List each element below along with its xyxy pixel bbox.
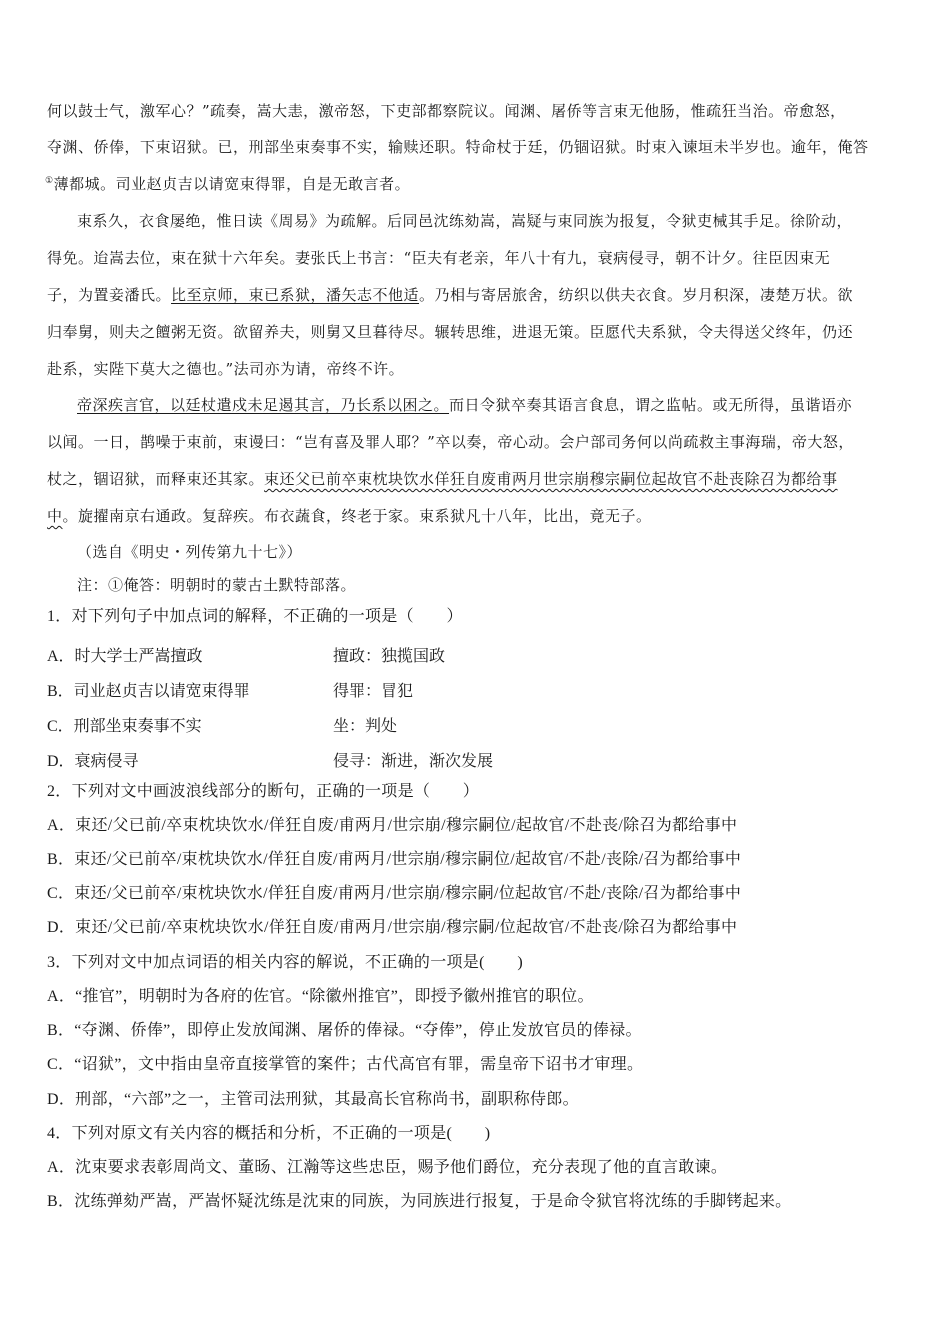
passage-text: 束系久，衣食屡绝，惟日读《周易》为疏解。后同邑沈练劾嵩，嵩疑与束同族为报复，令狱吏械其手足。徐阶动， bbox=[77, 212, 853, 230]
question-1-stem: 1．对下列句子中加点词的解释，不正确的一项是（ ） bbox=[47, 608, 463, 625]
paragraph-start bbox=[77, 214, 937, 229]
source-citation: （选自《明史・列传第九十七》） bbox=[77, 543, 303, 561]
q2-option-d[interactable]: D．束还/父已前/卒束枕块饮水/佯狂自废/甫两月/世宗崩/穆宗嗣/位起故官/不赴丧/除召为都给事中 bbox=[47, 919, 738, 936]
footnote: 注：①俺答：明朝时的蒙古土默特部落。 bbox=[77, 576, 357, 594]
passage-text: 杖之，锢诏狱，而释束还其家。 bbox=[47, 470, 265, 488]
passage-text: 以闻。一日，鹊噪于束前，束谩曰：“岂有喜及罪人耶？”卒以奏，帝心动。会户部司务何以尚疏救主事海瑞，帝大怒， bbox=[47, 433, 854, 451]
passage-text: 。旋擢南京右通政。复辞疾。布衣蔬食，终老于家。束系狱凡十八年，比出，竟无子。 bbox=[62, 507, 652, 525]
passage-text: 子，为置妾潘氏。 bbox=[47, 286, 172, 304]
q1-option-a-gloss: 擅政：独揽国政 bbox=[333, 648, 446, 665]
q1-option-c[interactable]: C．刑部坐束奏事不实 bbox=[47, 718, 202, 735]
q1-option-b-gloss: 得罪：冒犯 bbox=[333, 683, 414, 700]
q1-option-c-gloss: 坐：判处 bbox=[333, 718, 398, 735]
q1-option-b[interactable]: B．司业赵贞吉以请宽束得罪 bbox=[47, 683, 250, 700]
passage-text: 赴系，实陛下莫大之德也。”法司亦为请，帝终不许。 bbox=[47, 360, 405, 378]
paragraph-start bbox=[77, 398, 937, 413]
underlined-sentence: 帝深疾言官，以廷杖遣戍未足遏其言，乃长系以困之。 bbox=[77, 396, 450, 414]
passage-text: 。乃相与寄居旅舍，纺织以供夫衣食。岁月积深，凄楚万状。欲 bbox=[419, 286, 854, 304]
passage-text: 得免。迨嵩去位，束在狱十六年矣。妻张氏上书言：“臣夫有老亲，年八十有九，衰病侵寻，朝不计夕。往臣因束无 bbox=[47, 249, 831, 267]
wavy-underlined-text: 束还父已前卒束枕块饮水佯狂自废甫两月世宗崩穆宗嗣位起故官不赴丧除召为都给事 bbox=[264, 470, 838, 488]
passage-line bbox=[47, 472, 907, 487]
q4-option-b[interactable]: B．沈练弹劾严嵩，严嵩怀疑沈练是沈束的同族，为同族进行报复，于是命令狱官将沈练的手脚铐起来。 bbox=[47, 1193, 792, 1210]
q1-option-d[interactable]: D．衰病侵寻 bbox=[47, 753, 139, 770]
passage-line bbox=[47, 288, 907, 303]
q4-option-a[interactable]: A．沈束要求表彰周尚文、董旸、江瀚等这些忠臣，赐予他们爵位，充分表现了他的直言敢谏。 bbox=[47, 1159, 728, 1176]
q1-option-a[interactable]: A．时大学士严嵩擅政 bbox=[47, 648, 203, 665]
q2-option-a[interactable]: A．束还/父已前/卒束枕块饮水/佯狂自废/甫两月/世宗崩/穆宗嗣位/起故官/不赴丧/除召为都给事中 bbox=[47, 817, 738, 834]
passage-line bbox=[45, 177, 905, 192]
passage-text: 而日令狱卒奏其语言食息，谓之监帖。或无所得，虽谐语亦 bbox=[449, 396, 853, 414]
passage-line bbox=[47, 104, 907, 119]
q3-option-d[interactable]: D．刑部，“六部”之一，主管司法刑狱，其最高长官称尚书，副职称侍郎。 bbox=[47, 1091, 579, 1108]
passage-line bbox=[47, 251, 907, 266]
passage-line bbox=[47, 435, 907, 450]
passage-line bbox=[47, 362, 907, 377]
passage-line bbox=[47, 140, 907, 155]
q2-option-b[interactable]: B．束还/父已前卒/束枕块饮水/佯狂自废/甫两月/世宗崩/穆宗嗣位/起故官/不赴/丧除/召为都给事中 bbox=[47, 851, 742, 868]
question-2-stem: 2．下列对文中画波浪线部分的断句，正确的一项是（ ） bbox=[47, 783, 480, 800]
underlined-sentence: 比至京师，束已系狱，潘矢志不他适 bbox=[171, 286, 420, 304]
wavy-underlined-text: 中 bbox=[47, 507, 63, 525]
passage-line bbox=[47, 509, 907, 524]
q3-option-c[interactable]: C．“诏狱”，文中指由皇帝直接掌管的案件；古代高官有罪，需皇帝下诏书才审理。 bbox=[47, 1056, 644, 1073]
passage-text: 归奉舅，则夫之饘粥无资。欲留养夫，则舅又旦暮待尽。辗转思维，进退无策。臣愿代夫系狱，令夫得送父终年，仍还 bbox=[47, 323, 854, 341]
passage-text: 薄都城。司业赵贞吉以请宽束得罪，自是无敢言者。 bbox=[53, 175, 411, 193]
q3-option-b[interactable]: B．“夺渊、侨俸”，即停止发放闻渊、屠侨的俸禄。“夺俸”，停止发放官员的俸禄。 bbox=[47, 1022, 642, 1039]
q2-option-c[interactable]: C．束还/父已前卒/束枕块饮水/佯狂自废/甫两月/世宗崩/穆宗嗣/位起故官/不赴/丧除/召为都给事中 bbox=[47, 885, 742, 902]
passage-line bbox=[47, 325, 907, 340]
note-marker: ① bbox=[45, 176, 54, 186]
q3-option-a[interactable]: A．“推官”，明朝时为各府的佐官。“除徽州推官”，即授予徽州推官的职位。 bbox=[47, 988, 594, 1005]
q1-option-d-gloss: 侵寻：渐进，渐次发展 bbox=[333, 753, 494, 770]
passage-text: 何以鼓士气，激军心？”疏奏，嵩大恚，激帝怒，下吏部都察院议。闻渊、屠侨等言束无他肠，惟疏狂当治。帝愈怒， bbox=[47, 102, 846, 120]
question-4-stem: 4．下列对原文有关内容的概括和分析，不正确的一项是( ) bbox=[47, 1125, 491, 1142]
passage-text: 夺渊、侨俸，下束诏狱。已，刑部坐束奏事不实，输赎还职。特命杖于廷，仍锢诏狱。时束入谏垣未半岁也。逾年，俺答 bbox=[47, 138, 869, 156]
question-3-stem: 3．下列对文中加点词语的相关内容的解说，不正确的一项是( ) bbox=[47, 954, 523, 971]
